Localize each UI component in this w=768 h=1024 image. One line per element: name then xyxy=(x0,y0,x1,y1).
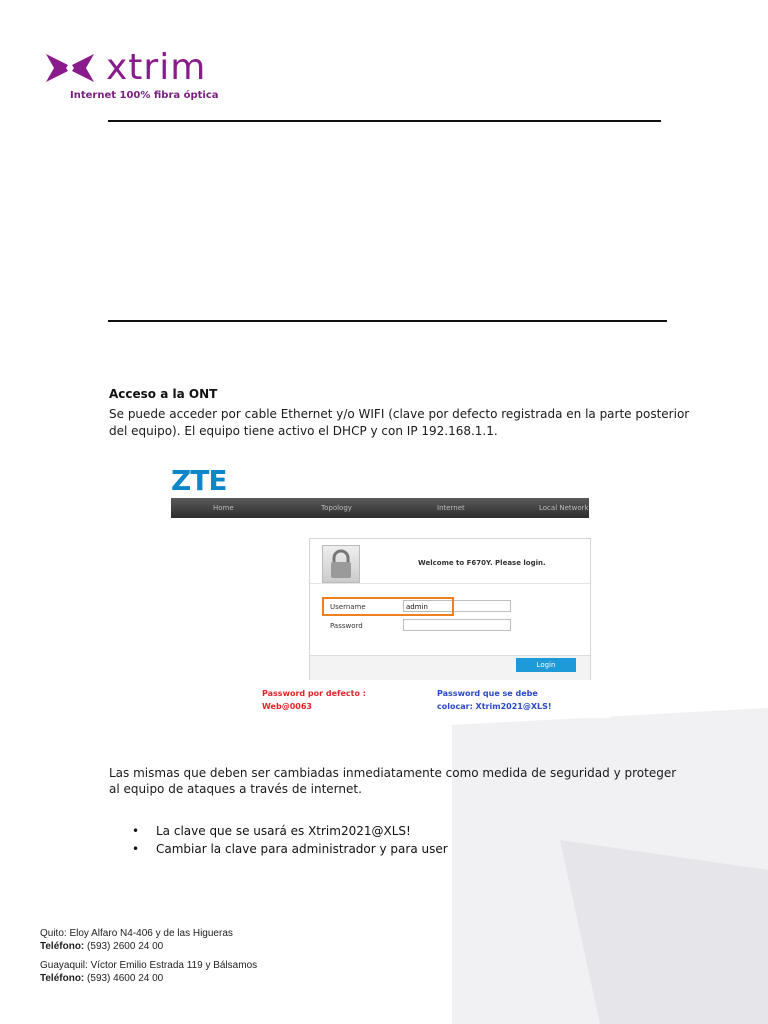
guayaquil-phone-label: Teléfono: xyxy=(40,973,85,984)
bullet-text: La clave que se usará es Xtrim2021@XLS! xyxy=(156,824,411,838)
login-panel xyxy=(309,538,591,680)
brand-logo xyxy=(44,46,206,90)
quito-phone-label: Teléfono: xyxy=(40,941,85,952)
default-password-label: Password por defecto : xyxy=(262,689,366,698)
nav-internet: Internet xyxy=(437,504,465,512)
panel-divider xyxy=(310,583,590,584)
footer-guayaquil xyxy=(40,959,257,985)
butterfly-icon xyxy=(44,52,96,84)
login-button: Login xyxy=(516,658,576,672)
quito-phone-line xyxy=(40,940,233,953)
bullet-list xyxy=(109,822,448,858)
new-password-note xyxy=(437,687,552,713)
default-password-value: Web@0063 xyxy=(262,702,312,711)
username-label: Username xyxy=(330,603,366,611)
new-password-value: colocar: Xtrim2021@XLS! xyxy=(437,702,552,711)
bullet-icon: • xyxy=(132,824,140,838)
username-field: admin xyxy=(403,600,511,612)
body-line-2: al equipo de ataques a través de internet. xyxy=(109,782,362,796)
top-rule xyxy=(108,120,661,122)
quito-address: Quito: Eloy Alfaro N4-406 y de las Higueras xyxy=(40,928,233,939)
intro-line-1: Se puede acceder por cable Ethernet y/o WIFI (clave por defecto registrada en la parte posterior xyxy=(109,407,690,421)
body-line-1: Las mismas que deben ser cambiadas inmediatamente como medida de seguridad y proteger xyxy=(109,766,677,780)
list-item xyxy=(109,840,448,858)
quito-phone: (593) 2600 24 00 xyxy=(87,941,164,952)
password-label: Password xyxy=(330,622,363,630)
nav-local-network: Local Network xyxy=(539,504,589,512)
second-rule xyxy=(108,320,667,322)
intro-line-2: del equipo). El equipo tiene activo el DHCP y con IP 192.168.1.1. xyxy=(109,424,498,438)
guayaquil-address: Guayaquil: Víctor Emilio Estrada 119 y Bálsamos xyxy=(40,960,258,971)
guayaquil-phone: (593) 4600 24 00 xyxy=(87,973,164,984)
username-highlight xyxy=(322,597,454,616)
zte-logo: ZTE xyxy=(171,464,227,497)
section-title: Acceso a la ONT xyxy=(109,387,218,401)
welcome-text: Welcome to F670Y. Please login. xyxy=(418,559,546,567)
nav-topology: Topology xyxy=(321,504,352,512)
password-field xyxy=(403,619,511,631)
nav-home: Home xyxy=(213,504,234,512)
bullet-text: Cambiar la clave para administrador y para user xyxy=(156,842,448,856)
default-password-note xyxy=(262,687,366,713)
footer-quito xyxy=(40,927,233,953)
lock-icon xyxy=(322,545,360,583)
brand-name: xtrim xyxy=(106,47,207,88)
router-login-screenshot xyxy=(168,462,610,718)
bullet-icon: • xyxy=(132,842,140,856)
list-item xyxy=(109,822,448,840)
new-password-label: Password que se debe xyxy=(437,689,538,698)
guayaquil-phone-line xyxy=(40,972,257,985)
brand-tagline: Internet 100% fibra óptica xyxy=(70,90,219,101)
router-navbar xyxy=(171,498,589,518)
